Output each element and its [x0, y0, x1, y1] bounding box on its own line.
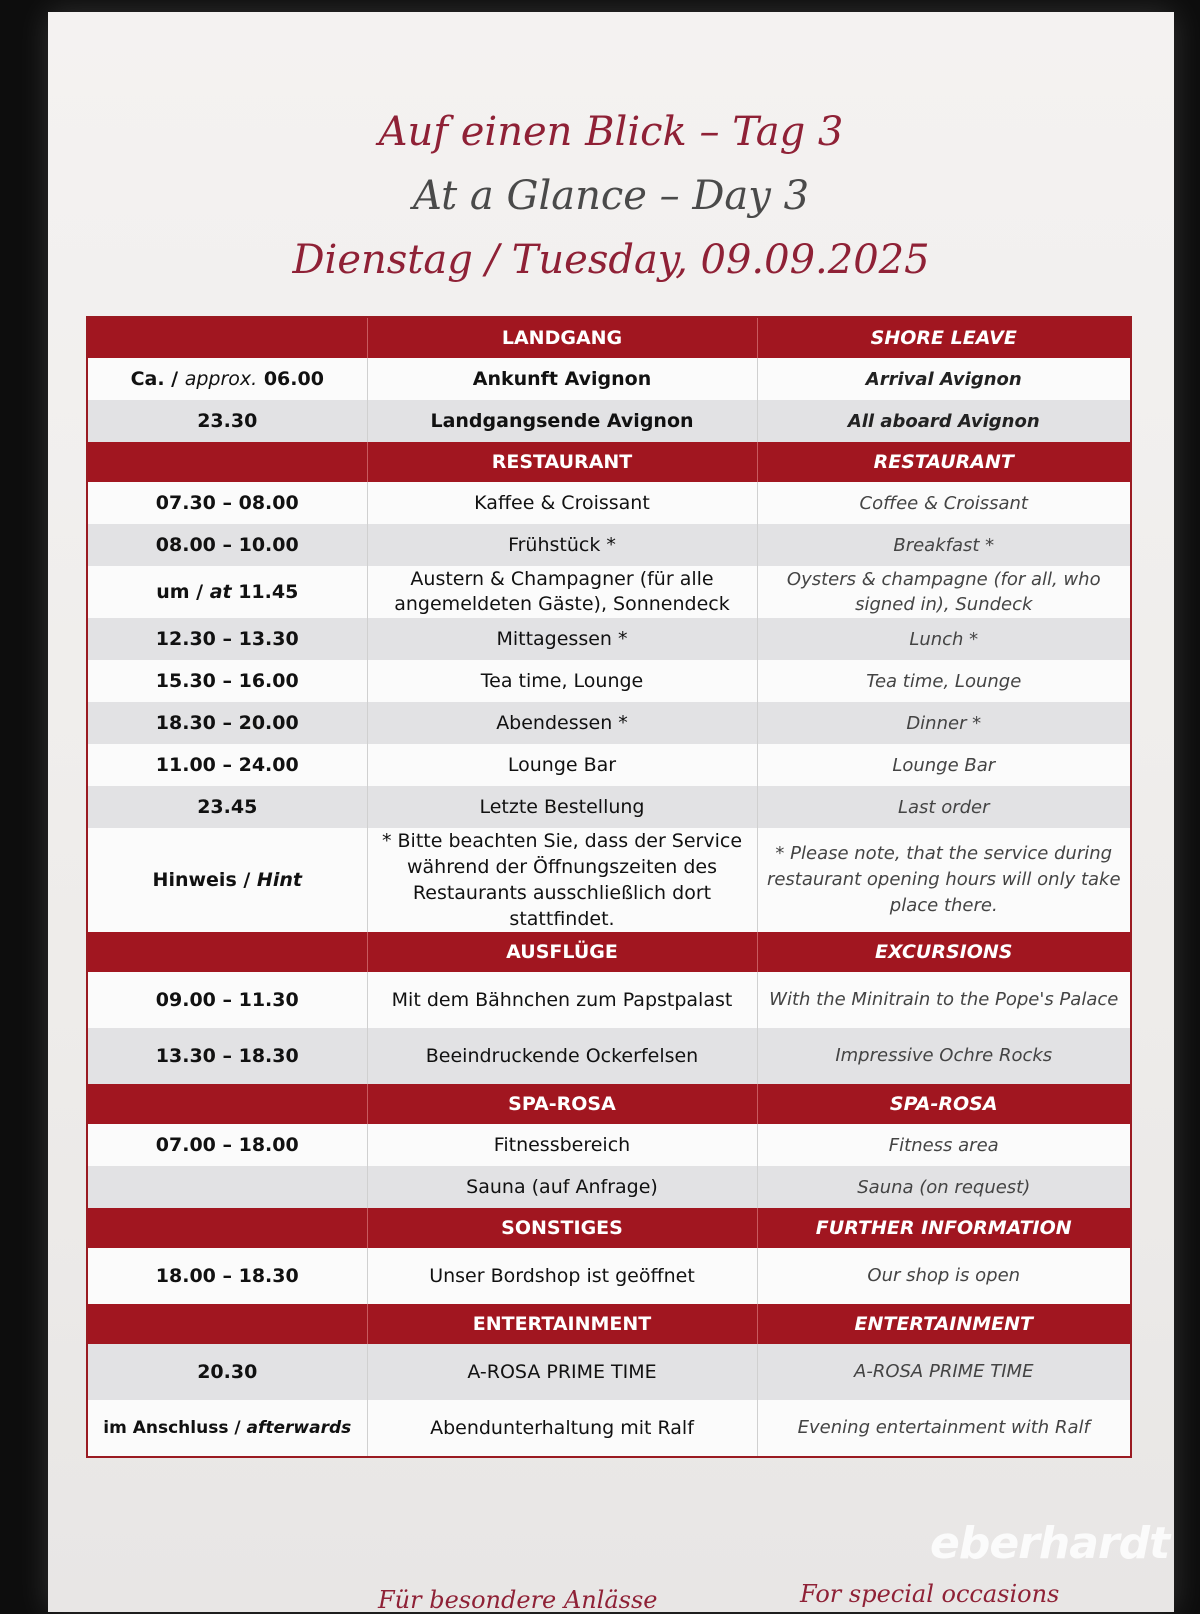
- section-title-en: FURTHER INFORMATION: [757, 1208, 1131, 1248]
- english-cell: Last order: [757, 786, 1131, 828]
- title-block: [48, 100, 1174, 292]
- table-row: [87, 786, 1131, 828]
- table-row: [87, 1344, 1131, 1400]
- time-cell: Ca. / approx. 06.00: [87, 358, 367, 400]
- section-title-de: RESTAURANT: [367, 442, 757, 482]
- german-cell: Abendunterhaltung mit Ralf: [367, 1400, 757, 1457]
- german-cell: Mittagessen *: [367, 618, 757, 660]
- german-cell: Fitnessbereich: [367, 1124, 757, 1166]
- table-row: [87, 618, 1131, 660]
- table-row: [87, 566, 1131, 618]
- german-cell: * Bitte beachten Sie, dass der Service während der Öffnungszeiten des Restaurants ausschließlich dort stattfindet.: [367, 828, 757, 932]
- table-row-hint: [87, 828, 1131, 932]
- english-cell: Breakfast *: [757, 524, 1131, 566]
- german-cell: Unser Bordshop ist geöffnet: [367, 1248, 757, 1304]
- section-title-en: ENTERTAINMENT: [757, 1304, 1131, 1344]
- time-cell: Hinweis / Hint: [87, 828, 367, 932]
- english-cell: Lunch *: [757, 618, 1131, 660]
- time-cell: 09.00 – 11.30: [87, 972, 367, 1028]
- schedule-table: [86, 316, 1132, 1458]
- section-title-en: RESTAURANT: [757, 442, 1131, 482]
- footer-english: For special occasions: [800, 1580, 1060, 1608]
- time-cell: 07.30 – 08.00: [87, 482, 367, 524]
- german-cell: Beeindruckende Ockerfelsen: [367, 1028, 757, 1084]
- english-cell: Evening entertainment with Ralf: [757, 1400, 1131, 1457]
- english-cell: A-ROSA PRIME TIME: [757, 1344, 1131, 1400]
- german-cell: Lounge Bar: [367, 744, 757, 786]
- time-cell: 11.00 – 24.00: [87, 744, 367, 786]
- german-cell: Kaffee & Croissant: [367, 482, 757, 524]
- table-row: [87, 358, 1131, 400]
- table-row: [87, 702, 1131, 744]
- german-cell: Frühstück *: [367, 524, 757, 566]
- table-row: [87, 660, 1131, 702]
- table-row: [87, 972, 1131, 1028]
- english-cell: Sauna (on request): [757, 1166, 1131, 1208]
- english-cell: Dinner *: [757, 702, 1131, 744]
- section-header-landgang: [87, 317, 1131, 358]
- time-cell: 18.30 – 20.00: [87, 702, 367, 744]
- english-cell: Fitness area: [757, 1124, 1131, 1166]
- table-row: [87, 1400, 1131, 1457]
- section-title-en: EXCURSIONS: [757, 932, 1131, 972]
- english-cell: Arrival Avignon: [757, 358, 1131, 400]
- title-english: At a Glance – Day 3: [412, 173, 810, 219]
- german-cell: Letzte Bestellung: [367, 786, 757, 828]
- german-cell: Abendessen *: [367, 702, 757, 744]
- eberhardt-logo: eberhardt: [930, 1518, 1170, 1569]
- section-header-entertainment: [87, 1304, 1131, 1344]
- time-cell: im Anschluss / afterwards: [87, 1400, 367, 1457]
- english-cell: Oysters & champagne (for all, who signed in), Sundeck: [757, 566, 1131, 618]
- time-cell: 13.30 – 18.30: [87, 1028, 367, 1084]
- english-cell: Lounge Bar: [757, 744, 1131, 786]
- english-cell: With the Minitrain to the Pope's Palace: [757, 972, 1131, 1028]
- german-cell: Ankunft Avignon: [367, 358, 757, 400]
- table-row: [87, 1248, 1131, 1304]
- title-date: Dienstag / Tuesday, 09.09.2025: [292, 237, 930, 283]
- section-header-spa: [87, 1084, 1131, 1124]
- time-cell: 23.45: [87, 786, 367, 828]
- time-cell: 18.00 – 18.30: [87, 1248, 367, 1304]
- german-cell: Austern & Champagner (für alle angemeldeten Gäste), Sonnendeck: [367, 566, 757, 618]
- time-cell: [87, 1166, 367, 1208]
- footer-german: Für besondere Anlässe: [378, 1586, 658, 1614]
- german-cell: A-ROSA PRIME TIME: [367, 1344, 757, 1400]
- section-title-de: LANDGANG: [367, 317, 757, 358]
- title-german: Auf einen Blick – Tag 3: [378, 109, 844, 155]
- time-cell: 08.00 – 10.00: [87, 524, 367, 566]
- english-cell: Coffee & Croissant: [757, 482, 1131, 524]
- section-title-de: SPA-ROSA: [367, 1084, 757, 1124]
- english-cell: All aboard Avignon: [757, 400, 1131, 442]
- table-row: [87, 524, 1131, 566]
- english-cell: * Please note, that the service during restaurant opening hours will only take place there.: [757, 828, 1131, 932]
- german-cell: Mit dem Bähnchen zum Papstpalast: [367, 972, 757, 1028]
- section-header-sonstiges: [87, 1208, 1131, 1248]
- time-cell: 07.00 – 18.00: [87, 1124, 367, 1166]
- time-cell: um / at 11.45: [87, 566, 367, 618]
- table-row: [87, 1028, 1131, 1084]
- table-row: [87, 1166, 1131, 1208]
- table-row: [87, 482, 1131, 524]
- german-cell: Landgangsende Avignon: [367, 400, 757, 442]
- section-header-ausfluege: [87, 932, 1131, 972]
- english-cell: Tea time, Lounge: [757, 660, 1131, 702]
- table-row: [87, 1124, 1131, 1166]
- german-cell: Tea time, Lounge: [367, 660, 757, 702]
- table-row: [87, 744, 1131, 786]
- section-title-de: SONSTIGES: [367, 1208, 757, 1248]
- english-cell: Impressive Ochre Rocks: [757, 1028, 1131, 1084]
- section-title-en: SHORE LEAVE: [757, 317, 1131, 358]
- section-title-en: SPA-ROSA: [757, 1084, 1131, 1124]
- section-header-restaurant: [87, 442, 1131, 482]
- schedule-board: [48, 12, 1174, 1612]
- time-cell: 23.30: [87, 400, 367, 442]
- section-title-de: AUSFLÜGE: [367, 932, 757, 972]
- time-cell: 20.30: [87, 1344, 367, 1400]
- english-cell: Our shop is open: [757, 1248, 1131, 1304]
- german-cell: Sauna (auf Anfrage): [367, 1166, 757, 1208]
- time-cell: 15.30 – 16.00: [87, 660, 367, 702]
- section-title-de: ENTERTAINMENT: [367, 1304, 757, 1344]
- time-cell: 12.30 – 13.30: [87, 618, 367, 660]
- table-row: [87, 400, 1131, 442]
